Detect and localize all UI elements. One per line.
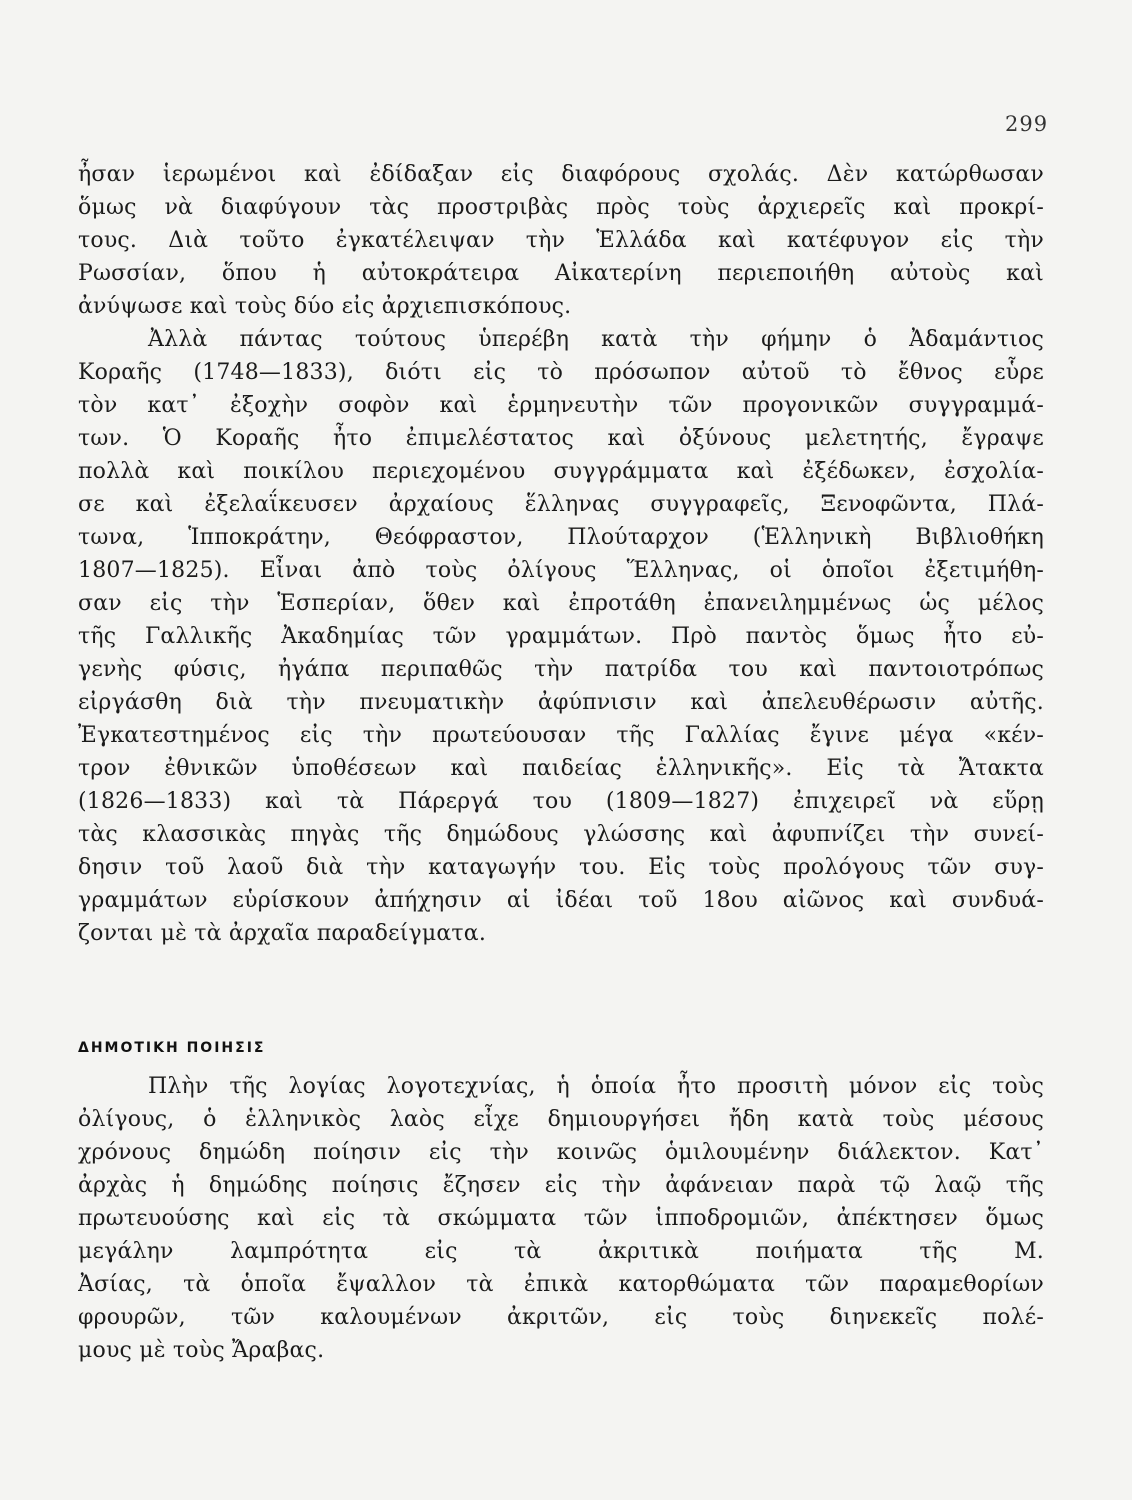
text-line: τῆς Γαλλικῆς Ἀκαδημίας τῶν γραμμάτων. Πρὸ παντὸς ὅμως ἦτο εὐ- (78, 624, 1044, 649)
text-line: μεγάλην λαμπρότητα εἰς τὰ ἀκριτικὰ ποιήματα τῆς Μ. (78, 1239, 1044, 1264)
text-line: ἀνύψωσε καὶ τοὺς δύο εἰς ἀρχιεπισκόπους. (78, 294, 572, 319)
text-line: ὀλίγους, ὁ ἑλληνικὸς λαὸς εἶχε δημιουργήσει ἤδη κατὰ τοὺς μέσους (78, 1107, 1044, 1132)
text-line: γραμμάτων εὑρίσκουν ἀπήχησιν αἱ ἰδέαι τοῦ 18ου αἰῶνος καὶ συνδυά- (78, 888, 1044, 913)
text-line: Κοραῆς (1748—1833), διότι εἰς τὸ πρόσωπον αὐτοῦ τὸ ἔθνος εὗρε (78, 360, 1044, 385)
text-line: ἦσαν ἱερωμένοι καὶ ἐδίδαξαν εἰς διαφόρους σχολάς. Δὲν κατώρθωσαν (78, 162, 1044, 187)
text-line: των. Ὁ Κοραῆς ἦτο ἐπιμελέστατος καὶ ὀξύνους μελετητής, ἔγραψε (78, 426, 1044, 451)
text-line: Πλὴν τῆς λογίας λογοτεχνίας, ἡ ὁποία ἦτο προσιτὴ μόνον εἰς τοὺς (148, 1074, 1044, 1099)
text-line: Ἀλλὰ πάντας τούτους ὑπερέβη κατὰ τὴν φήμην ὁ Ἀδαμάντιος (148, 327, 1044, 352)
text-line: εἰργάσθη διὰ τὴν πνευματικὴν ἀφύπνισιν καὶ ἀπελευθέρωσιν αὐτῆς. (78, 690, 1044, 715)
body-text-part1 (78, 158, 1044, 950)
text-line: τὰς κλασσικὰς πηγὰς τῆς δημώδους γλώσσης καὶ ἀφυπνίζει τὴν συνεί- (78, 822, 1044, 847)
text-line: τους. Διὰ τοῦτο ἐγκατέλειψαν τὴν Ἑλλάδα καὶ κατέφυγον εἰς τὴν (78, 228, 1044, 253)
text-line: Ρωσσίαν, ὅπου ἡ αὐτοκράτειρα Αἰκατερίνη περιεποιήθη αὐτοὺς καὶ (78, 261, 1044, 286)
text-line: (1826—1833) καὶ τὰ Πάρεργά του (1809—1827) ἐπιχειρεῖ νὰ εὕρῃ (78, 789, 1044, 814)
page-number: 299 (1005, 112, 1049, 136)
text-line: μους μὲ τοὺς Ἄραβας. (78, 1338, 325, 1363)
text-line: πρωτευούσης καὶ εἰς τὰ σκώμματα τῶν ἱπποδρομιῶν, ἀπέκτησεν ὅμως (78, 1206, 1044, 1231)
text-line: τρον ἐθνικῶν ὑποθέσεων καὶ παιδείας ἑλληνικῆς». Εἰς τὰ Ἄτακτα (78, 756, 1044, 781)
text-line: φρουρῶν, τῶν καλουμένων ἀκριτῶν, εἰς τοὺς διηνεκεῖς πολέ- (78, 1305, 1044, 1330)
text-line: Ἀσίας, τὰ ὁποῖα ἔψαλλον τὰ ἐπικὰ κατορθώματα τῶν παραμεθορίων (78, 1272, 1044, 1297)
text-line: τὸν κατ᾽ ἐξοχὴν σοφὸν καὶ ἑρμηνευτὴν τῶν προγονικῶν συγγραμμά- (78, 393, 1044, 418)
text-line: ζονται μὲ τὰ ἀρχαῖα παραδείγματα. (78, 921, 487, 946)
text-line: ἀρχὰς ἡ δημώδης ποίησις ἔζησεν εἰς τὴν ἀφάνειαν παρὰ τῷ λαῷ τῆς (78, 1173, 1044, 1198)
text-line: χρόνους δημώδη ποίησιν εἰς τὴν κοινῶς ὁμιλουμένην διάλεκτον. Κατ᾽ (78, 1140, 1044, 1165)
text-line: σε καὶ ἐξελαΐκευσεν ἀρχαίους ἕλληνας συγγραφεῖς, Ξενοφῶντα, Πλά- (78, 492, 1044, 517)
text-line: τωνα, Ἱπποκράτην, Θεόφραστον, Πλούταρχον (Ἑλληνικὴ Βιβλιοθήκη (78, 525, 1044, 550)
text-line: σαν εἰς τὴν Ἑσπερίαν, ὅθεν καὶ ἐπροτάθη ἐπανειλημμένως ὡς μέλος (78, 591, 1044, 616)
section-heading: ΔΗΜΟΤΙΚΗ ΠΟΙΗΣΙΣ (78, 1040, 266, 1056)
text-line: γενὴς φύσις, ἠγάπα περιπαθῶς τὴν πατρίδα του καὶ παντοιοτρόπως (78, 657, 1044, 682)
text-line: Ἐγκατεστημένος εἰς τὴν πρωτεύουσαν τῆς Γαλλίας ἔγινε μέγα «κέν- (78, 723, 1044, 748)
body-text-part2 (78, 1070, 1044, 1367)
text-line: δησιν τοῦ λαοῦ διὰ τὴν καταγωγήν του. Εἰς τοὺς προλόγους τῶν συγ- (78, 855, 1044, 880)
text-line: 1807—1825). Εἶναι ἀπὸ τοὺς ὀλίγους Ἕλληνας, οἱ ὁποῖοι ἐξετιμήθη- (78, 558, 1044, 583)
text-line: ὅμως νὰ διαφύγουν τὰς προστριβὰς πρὸς τοὺς ἀρχιερεῖς καὶ προκρί- (78, 195, 1044, 220)
text-line: πολλὰ καὶ ποικίλου περιεχομένου συγγράμματα καὶ ἐξέδωκεν, ἐσχολία- (78, 459, 1044, 484)
